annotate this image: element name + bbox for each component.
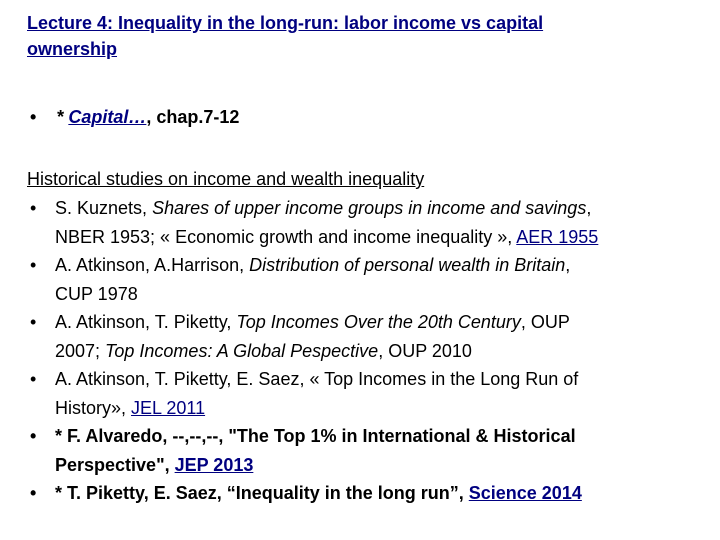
ref-source: History», — [55, 397, 132, 418]
chapters-text: , chap.7-12 — [146, 107, 240, 127]
list-item — [27, 251, 717, 308]
title-line-2: ownership — [27, 39, 118, 59]
slide-title — [27, 10, 707, 62]
title-line-1: Lecture 4: Inequality in the long-run: labor income vs capital — [27, 13, 544, 33]
ref-source: Perspective", — [55, 454, 175, 475]
ref-sep: , OUP — [520, 312, 570, 332]
aer-1955-link[interactable]: AER 1955 — [516, 226, 599, 247]
ref-source: NBER 1953; « Economic growth and income inequality », — [55, 226, 517, 247]
ref-year: 2007; — [55, 340, 106, 361]
ref-title-2: Top Incomes: A Global Pespective — [105, 340, 379, 361]
list-item — [27, 194, 717, 251]
jep-2013-link[interactable]: JEP 2013 — [174, 454, 254, 475]
ref-source: , OUP 2010 — [378, 340, 472, 361]
ref-source: CUP 1978 — [55, 283, 138, 304]
bullet: • — [30, 107, 37, 127]
jel-2011-link[interactable]: JEL 2011 — [131, 397, 206, 418]
science-2014-link[interactable]: Science 2014 — [468, 483, 582, 503]
ref-authors: * T. Piketty, E. Saez, “Inequality in the long run”, — [55, 483, 469, 503]
section-heading: Historical studies on income and wealth inequality — [27, 169, 425, 189]
list-item — [27, 479, 717, 508]
ref-authors: * F. Alvaredo, --,--,--, "The Top 1% in International & Historical — [55, 426, 576, 446]
bullet: • — [30, 483, 37, 503]
ref-sep: , — [565, 255, 571, 275]
reference-list — [27, 194, 717, 508]
bullet: • — [30, 255, 37, 275]
ref-authors: A. Atkinson, A.Harrison, — [55, 255, 250, 275]
ref-title: Shares of upper income groups in income and savings — [152, 198, 587, 218]
ref-authors: A. Atkinson, T. Piketty, E. Saez, « Top Incomes in the Long Run of — [55, 369, 579, 389]
capital-link[interactable]: Capital… — [68, 107, 147, 127]
capital-reference — [30, 104, 239, 130]
bullet: • — [30, 198, 37, 218]
ref-authors: S. Kuznets, — [55, 198, 153, 218]
list-item — [27, 422, 717, 479]
list-item — [27, 365, 717, 422]
ref-title: Top Incomes Over the 20th Century — [236, 312, 521, 332]
bullet: • — [30, 369, 37, 389]
ref-authors: A. Atkinson, T. Piketty, — [55, 312, 237, 332]
bullet: • — [30, 312, 37, 332]
ref-title: Distribution of personal wealth in Britain — [249, 255, 566, 275]
bullet: • — [30, 426, 37, 446]
ref-sep: , — [586, 198, 592, 218]
asterisk-prefix: * — [56, 107, 69, 127]
list-item — [27, 308, 717, 365]
